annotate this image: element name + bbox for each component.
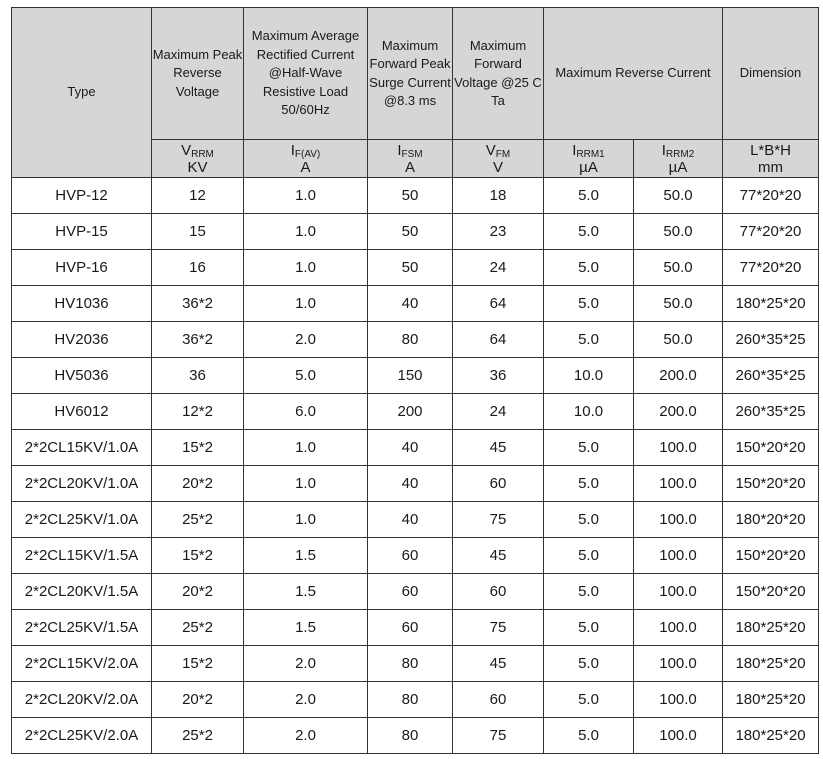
symbol-dimension (723, 140, 819, 178)
cell-type: 2*2CL25KV/1.0A (12, 502, 152, 538)
cell-type: HVP-12 (12, 178, 152, 214)
cell-irrm1: 5.0 (544, 646, 634, 682)
cell-vrrm: 16 (152, 250, 244, 286)
table-row (12, 502, 819, 538)
symbol-irrm2 (634, 140, 723, 178)
cell-vrrm: 20*2 (152, 682, 244, 718)
cell-ifsm: 200 (368, 394, 453, 430)
cell-irrm2: 100.0 (634, 610, 723, 646)
cell-irrm2: 50.0 (634, 214, 723, 250)
cell-vrrm: 36*2 (152, 286, 244, 322)
cell-ifsm: 40 (368, 430, 453, 466)
header-vrrm: Maximum Peak Reverse Voltage (152, 8, 244, 140)
cell-vrrm: 25*2 (152, 610, 244, 646)
cell-type: 2*2CL15KV/1.5A (12, 538, 152, 574)
symbol-if-av (244, 140, 368, 178)
cell-dimension: 150*20*20 (723, 574, 819, 610)
cell-irrm1: 5.0 (544, 250, 634, 286)
header-ifsm: Maximum Forward Peak Surge Current @8.3 ms (368, 8, 453, 140)
symbol-ifsm (368, 140, 453, 178)
table-row (12, 538, 819, 574)
table-row (12, 682, 819, 718)
symbol-vrrm-sub: RRM (191, 148, 214, 160)
symbol-irrm1-sub: RRM1 (576, 148, 605, 160)
cell-dimension: 180*25*20 (723, 610, 819, 646)
cell-vrrm: 20*2 (152, 574, 244, 610)
cell-dimension: 180*20*20 (723, 502, 819, 538)
cell-vrrm: 36*2 (152, 322, 244, 358)
cell-irrm2: 100.0 (634, 646, 723, 682)
symbol-vfm (453, 140, 544, 178)
cell-if-av: 1.0 (244, 430, 368, 466)
cell-irrm1: 5.0 (544, 610, 634, 646)
cell-irrm1: 5.0 (544, 178, 634, 214)
table-row (12, 718, 819, 754)
cell-irrm2: 50.0 (634, 178, 723, 214)
cell-vrrm: 12 (152, 178, 244, 214)
cell-irrm2: 50.0 (634, 250, 723, 286)
table-row (12, 178, 819, 214)
cell-dimension: 77*20*20 (723, 178, 819, 214)
cell-if-av: 1.0 (244, 178, 368, 214)
cell-irrm1: 5.0 (544, 286, 634, 322)
unit-vfm: V (492, 158, 503, 176)
cell-irrm1: 5.0 (544, 538, 634, 574)
cell-vrrm: 12*2 (152, 394, 244, 430)
cell-irrm1: 5.0 (544, 430, 634, 466)
cell-irrm1: 5.0 (544, 502, 634, 538)
header-irrm: Maximum Reverse Current (544, 8, 723, 140)
cell-irrm1: 5.0 (544, 682, 634, 718)
cell-if-av: 5.0 (244, 358, 368, 394)
symbol-irrm1-main: I (572, 141, 577, 159)
cell-if-av: 1.0 (244, 250, 368, 286)
cell-if-av: 2.0 (244, 646, 368, 682)
cell-vfm: 60 (453, 682, 544, 718)
cell-ifsm: 40 (368, 466, 453, 502)
header-dimension: Dimension (723, 8, 819, 140)
cell-if-av: 1.5 (244, 610, 368, 646)
cell-ifsm: 60 (368, 538, 453, 574)
cell-irrm1: 10.0 (544, 358, 634, 394)
cell-if-av: 2.0 (244, 322, 368, 358)
symbol-vrrm (152, 140, 244, 178)
cell-ifsm: 50 (368, 250, 453, 286)
cell-if-av: 1.0 (244, 214, 368, 250)
cell-dimension: 180*25*20 (723, 718, 819, 754)
cell-type: HV2036 (12, 322, 152, 358)
header-vfm: Maximum Forward Voltage @25 C Ta (453, 8, 544, 140)
cell-type: HVP-15 (12, 214, 152, 250)
cell-type: 2*2CL20KV/1.0A (12, 466, 152, 502)
cell-irrm2: 100.0 (634, 574, 723, 610)
cell-irrm1: 5.0 (544, 322, 634, 358)
table-row (12, 574, 819, 610)
cell-vfm: 75 (453, 502, 544, 538)
cell-irrm1: 5.0 (544, 214, 634, 250)
cell-vfm: 23 (453, 214, 544, 250)
cell-if-av: 1.0 (244, 286, 368, 322)
unit-if-av: A (300, 158, 311, 176)
cell-dimension: 150*20*20 (723, 466, 819, 502)
cell-vfm: 45 (453, 430, 544, 466)
cell-vrrm: 25*2 (152, 502, 244, 538)
cell-type: HV6012 (12, 394, 152, 430)
cell-vfm: 75 (453, 610, 544, 646)
cell-type: HV5036 (12, 358, 152, 394)
cell-ifsm: 40 (368, 286, 453, 322)
unit-dimension: mm (758, 158, 784, 176)
unit-vrrm: KV (187, 158, 208, 176)
cell-type: HV1036 (12, 286, 152, 322)
header-type: Type (12, 8, 152, 178)
cell-if-av: 1.5 (244, 538, 368, 574)
cell-dimension: 150*20*20 (723, 430, 819, 466)
cell-ifsm: 60 (368, 610, 453, 646)
cell-vfm: 60 (453, 574, 544, 610)
cell-vrrm: 15*2 (152, 646, 244, 682)
cell-type: 2*2CL20KV/2.0A (12, 682, 152, 718)
cell-irrm2: 50.0 (634, 286, 723, 322)
cell-dimension: 150*20*20 (723, 538, 819, 574)
table-header (12, 8, 819, 178)
cell-ifsm: 80 (368, 682, 453, 718)
table-row (12, 430, 819, 466)
cell-vfm: 24 (453, 394, 544, 430)
cell-ifsm: 80 (368, 646, 453, 682)
table-body (12, 178, 819, 754)
table-row (12, 358, 819, 394)
cell-dimension: 77*20*20 (723, 214, 819, 250)
table-row (12, 322, 819, 358)
cell-if-av: 1.5 (244, 574, 368, 610)
cell-vfm: 64 (453, 322, 544, 358)
cell-irrm2: 200.0 (634, 358, 723, 394)
cell-ifsm: 50 (368, 214, 453, 250)
cell-ifsm: 40 (368, 502, 453, 538)
symbol-irrm2-sub: RRM2 (665, 148, 695, 160)
cell-irrm2: 100.0 (634, 466, 723, 502)
cell-type: 2*2CL15KV/2.0A (12, 646, 152, 682)
cell-ifsm: 150 (368, 358, 453, 394)
cell-vrrm: 25*2 (152, 718, 244, 754)
cell-vrrm: 15*2 (152, 430, 244, 466)
symbol-irrm2-main: I (661, 141, 666, 159)
table-row (12, 466, 819, 502)
cell-vfm: 64 (453, 286, 544, 322)
symbol-vfm-sub: FM (495, 148, 511, 160)
cell-dimension: 260*35*25 (723, 322, 819, 358)
cell-irrm2: 100.0 (634, 538, 723, 574)
table-row (12, 394, 819, 430)
cell-dimension: 260*35*25 (723, 394, 819, 430)
cell-irrm2: 100.0 (634, 502, 723, 538)
cell-dimension: 180*25*20 (723, 682, 819, 718)
cell-ifsm: 80 (368, 718, 453, 754)
cell-if-av: 1.0 (244, 466, 368, 502)
cell-ifsm: 80 (368, 322, 453, 358)
spec-table (11, 7, 819, 754)
symbol-if-av-main: I (290, 141, 295, 159)
cell-type: HVP-16 (12, 250, 152, 286)
cell-irrm2: 200.0 (634, 394, 723, 430)
table-row (12, 214, 819, 250)
cell-type: 2*2CL20KV/1.5A (12, 574, 152, 610)
cell-vfm: 36 (453, 358, 544, 394)
cell-type: 2*2CL25KV/1.5A (12, 610, 152, 646)
cell-irrm1: 5.0 (544, 466, 634, 502)
unit-irrm2: µA (668, 158, 688, 176)
cell-vfm: 45 (453, 538, 544, 574)
cell-irrm2: 100.0 (634, 430, 723, 466)
cell-type: 2*2CL15KV/1.0A (12, 430, 152, 466)
table-row (12, 610, 819, 646)
cell-vfm: 75 (453, 718, 544, 754)
cell-ifsm: 50 (368, 178, 453, 214)
symbol-irrm1 (544, 140, 634, 178)
symbol-ifsm-main: I (397, 141, 402, 159)
symbol-vrrm-main: V (181, 141, 192, 159)
table-row (12, 646, 819, 682)
header-if-av: Maximum Average Rectified Current @Half-Wave Resistive Load 50/60Hz (244, 8, 368, 140)
symbol-ifsm-sub: FSM (401, 148, 423, 160)
cell-dimension: 180*25*20 (723, 286, 819, 322)
symbol-if-av-sub: F(AV) (294, 148, 321, 160)
table-row (12, 250, 819, 286)
symbol-vfm-main: V (485, 141, 496, 159)
cell-dimension: 180*25*20 (723, 646, 819, 682)
cell-dimension: 260*35*25 (723, 358, 819, 394)
cell-type: 2*2CL25KV/2.0A (12, 718, 152, 754)
cell-if-av: 1.0 (244, 502, 368, 538)
table-row (12, 286, 819, 322)
cell-irrm1: 10.0 (544, 394, 634, 430)
cell-irrm2: 100.0 (634, 718, 723, 754)
cell-if-av: 2.0 (244, 682, 368, 718)
cell-vrrm: 15*2 (152, 538, 244, 574)
cell-irrm2: 100.0 (634, 682, 723, 718)
cell-if-av: 6.0 (244, 394, 368, 430)
cell-irrm2: 50.0 (634, 322, 723, 358)
cell-if-av: 2.0 (244, 718, 368, 754)
cell-vrrm: 36 (152, 358, 244, 394)
cell-vrrm: 20*2 (152, 466, 244, 502)
cell-vfm: 60 (453, 466, 544, 502)
unit-irrm1: µA (579, 158, 598, 176)
cell-irrm1: 5.0 (544, 574, 634, 610)
cell-ifsm: 60 (368, 574, 453, 610)
symbol-dimension-main: L*B*H (750, 141, 791, 159)
cell-vfm: 18 (453, 178, 544, 214)
unit-ifsm: A (404, 158, 415, 176)
cell-irrm1: 5.0 (544, 718, 634, 754)
cell-vrrm: 15 (152, 214, 244, 250)
cell-vfm: 24 (453, 250, 544, 286)
cell-vfm: 45 (453, 646, 544, 682)
cell-dimension: 77*20*20 (723, 250, 819, 286)
